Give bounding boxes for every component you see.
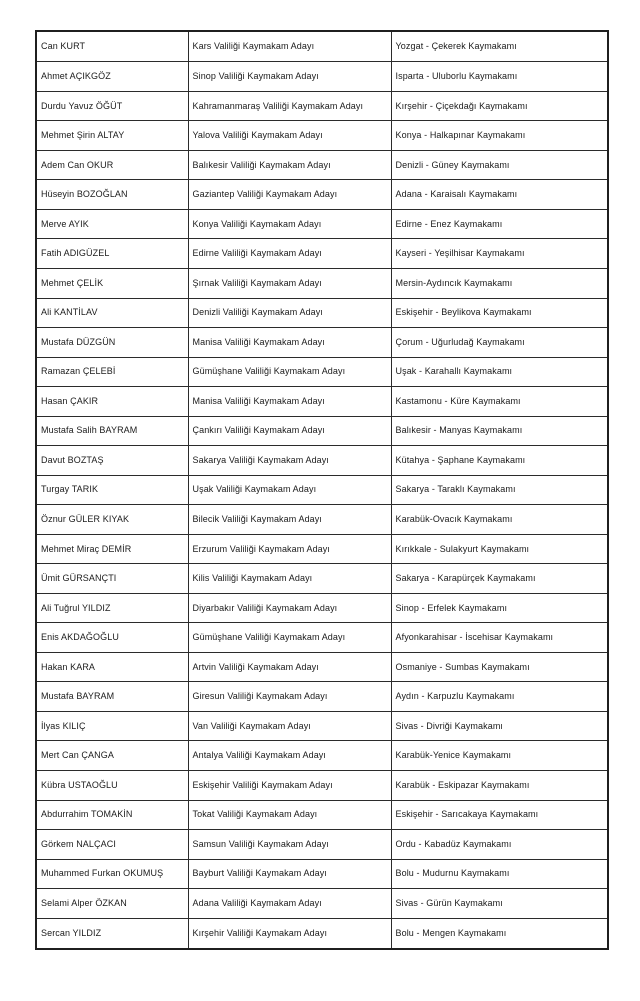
table-row	[36, 564, 608, 594]
current-position-cell: Bayburt Valiliği Kaymakam Adayı	[188, 859, 391, 889]
new-assignment-cell: Denizli - Güney Kaymakamı	[391, 150, 608, 180]
table-row	[36, 534, 608, 564]
candidate-name-cell: İlyas KILIÇ	[36, 711, 188, 741]
table-row	[36, 682, 608, 712]
candidate-name-cell: Sercan YILDIZ	[36, 918, 188, 949]
current-position-cell: Artvin Valiliği Kaymakam Adayı	[188, 652, 391, 682]
current-position-cell: Manisa Valiliği Kaymakam Adayı	[188, 328, 391, 358]
candidate-name-cell: Ali Tuğrul YILDIZ	[36, 593, 188, 623]
candidate-name-cell: Mehmet Şirin ALTAY	[36, 121, 188, 151]
table-row	[36, 475, 608, 505]
new-assignment-cell: Balıkesir - Manyas Kaymakamı	[391, 416, 608, 446]
candidate-name-cell: Mustafa DÜZGÜN	[36, 328, 188, 358]
current-position-cell: Eskişehir Valiliği Kaymakam Adayı	[188, 771, 391, 801]
current-position-cell: Kırşehir Valiliği Kaymakam Adayı	[188, 918, 391, 949]
table-row	[36, 239, 608, 269]
new-assignment-cell: Yozgat - Çekerek Kaymakamı	[391, 31, 608, 62]
table-row	[36, 62, 608, 92]
candidate-name-cell: Fatih ADIGÜZEL	[36, 239, 188, 269]
new-assignment-cell: Çorum - Uğurludağ Kaymakamı	[391, 328, 608, 358]
current-position-cell: Gümüşhane Valiliği Kaymakam Adayı	[188, 357, 391, 387]
candidate-name-cell: Mustafa BAYRAM	[36, 682, 188, 712]
candidate-name-cell: Merve AYIK	[36, 209, 188, 239]
table-row	[36, 180, 608, 210]
current-position-cell: Diyarbakır Valiliği Kaymakam Adayı	[188, 593, 391, 623]
new-assignment-cell: Kütahya - Şaphane Kaymakamı	[391, 446, 608, 476]
current-position-cell: Yalova Valiliği Kaymakam Adayı	[188, 121, 391, 151]
current-position-cell: Antalya Valiliği Kaymakam Adayı	[188, 741, 391, 771]
new-assignment-cell: Sivas - Divriği Kaymakamı	[391, 711, 608, 741]
candidate-name-cell: Enis AKDAĞOĞLU	[36, 623, 188, 653]
new-assignment-cell: Kastamonu - Küre Kaymakamı	[391, 387, 608, 417]
new-assignment-cell: Ordu - Kabadüz Kaymakamı	[391, 830, 608, 860]
table-row	[36, 150, 608, 180]
candidate-name-cell: Mehmet ÇELİK	[36, 268, 188, 298]
current-position-cell: Tokat Valiliği Kaymakam Adayı	[188, 800, 391, 830]
appointments-table	[35, 30, 607, 950]
new-assignment-cell: Eskişehir - Beylikova Kaymakamı	[391, 298, 608, 328]
candidate-name-cell: Selami Alper ÖZKAN	[36, 889, 188, 919]
table-row	[36, 711, 608, 741]
new-assignment-cell: Kırıkkale - Sulakyurt Kaymakamı	[391, 534, 608, 564]
new-assignment-cell: Sakarya - Karapürçek Kaymakamı	[391, 564, 608, 594]
current-position-cell: Şırnak Valiliği Kaymakam Adayı	[188, 268, 391, 298]
candidate-name-cell: Ahmet AÇIKGÖZ	[36, 62, 188, 92]
current-position-cell: Gümüşhane Valiliği Kaymakam Adayı	[188, 623, 391, 653]
current-position-cell: Gaziantep Valiliği Kaymakam Adayı	[188, 180, 391, 210]
new-assignment-cell: Bolu - Mudurnu Kaymakamı	[391, 859, 608, 889]
table-row	[36, 918, 608, 949]
candidate-name-cell: Hasan ÇAKIR	[36, 387, 188, 417]
current-position-cell: Kars Valiliği Kaymakam Adayı	[188, 31, 391, 62]
current-position-cell: Sinop Valiliği Kaymakam Adayı	[188, 62, 391, 92]
candidate-name-cell: Ali KANTİLAV	[36, 298, 188, 328]
new-assignment-cell: Kırşehir - Çiçekdağı Kaymakamı	[391, 91, 608, 121]
candidate-name-cell: Muhammed Furkan OKUMUŞ	[36, 859, 188, 889]
candidate-name-cell: Ümit GÜRSANÇTI	[36, 564, 188, 594]
candidate-name-cell: Abdurrahim TOMAKİN	[36, 800, 188, 830]
new-assignment-cell: Osmaniye - Sumbas Kaymakamı	[391, 652, 608, 682]
table-row	[36, 446, 608, 476]
new-assignment-cell: Aydın - Karpuzlu Kaymakamı	[391, 682, 608, 712]
current-position-cell: Kilis Valiliği Kaymakam Adayı	[188, 564, 391, 594]
new-assignment-cell: Sakarya - Taraklı Kaymakamı	[391, 475, 608, 505]
table-row	[36, 416, 608, 446]
candidate-name-cell: Mustafa Salih BAYRAM	[36, 416, 188, 446]
current-position-cell: Uşak Valiliği Kaymakam Adayı	[188, 475, 391, 505]
new-assignment-cell: Kayseri - Yeşilhisar Kaymakamı	[391, 239, 608, 269]
table-row	[36, 593, 608, 623]
candidate-name-cell: Ramazan ÇELEBİ	[36, 357, 188, 387]
current-position-cell: Erzurum Valiliği Kaymakam Adayı	[188, 534, 391, 564]
table-row	[36, 209, 608, 239]
new-assignment-cell: Sinop - Erfelek Kaymakamı	[391, 593, 608, 623]
table-row	[36, 357, 608, 387]
candidate-name-cell: Davut BOZTAŞ	[36, 446, 188, 476]
current-position-cell: Konya Valiliği Kaymakam Adayı	[188, 209, 391, 239]
table-row	[36, 800, 608, 830]
table-row	[36, 830, 608, 860]
table-row	[36, 505, 608, 535]
candidate-name-cell: Durdu Yavuz ÖĞÜT	[36, 91, 188, 121]
current-position-cell: Adana Valiliği Kaymakam Adayı	[188, 889, 391, 919]
current-position-cell: Balıkesir Valiliği Kaymakam Adayı	[188, 150, 391, 180]
candidate-name-cell: Can KURT	[36, 31, 188, 62]
table-row	[36, 328, 608, 358]
new-assignment-cell: Edirne - Enez Kaymakamı	[391, 209, 608, 239]
current-position-cell: Çankırı Valiliği Kaymakam Adayı	[188, 416, 391, 446]
table-row	[36, 859, 608, 889]
new-assignment-cell: Eskişehir - Sarıcakaya Kaymakamı	[391, 800, 608, 830]
new-assignment-cell: Karabük-Ovacık Kaymakamı	[391, 505, 608, 535]
current-position-cell: Edirne Valiliği Kaymakam Adayı	[188, 239, 391, 269]
current-position-cell: Denizli Valiliği Kaymakam Adayı	[188, 298, 391, 328]
new-assignment-cell: Adana - Karaisalı Kaymakamı	[391, 180, 608, 210]
new-assignment-cell: Isparta - Uluborlu Kaymakamı	[391, 62, 608, 92]
table-row	[36, 268, 608, 298]
new-assignment-cell: Konya - Halkapınar Kaymakamı	[391, 121, 608, 151]
new-assignment-cell: Afyonkarahisar - İscehisar Kaymakamı	[391, 623, 608, 653]
current-position-cell: Samsun Valiliği Kaymakam Adayı	[188, 830, 391, 860]
candidate-name-cell: Görkem NALÇACI	[36, 830, 188, 860]
current-position-cell: Giresun Valiliği Kaymakam Adayı	[188, 682, 391, 712]
candidate-name-cell: Adem Can OKUR	[36, 150, 188, 180]
current-position-cell: Bilecik Valiliği Kaymakam Adayı	[188, 505, 391, 535]
appointments-table-body	[36, 31, 608, 949]
new-assignment-cell: Mersin-Aydıncık Kaymakamı	[391, 268, 608, 298]
candidate-name-cell: Mehmet Miraç DEMİR	[36, 534, 188, 564]
table-row	[36, 91, 608, 121]
candidate-name-cell: Kübra USTAOĞLU	[36, 771, 188, 801]
table-row	[36, 121, 608, 151]
candidate-name-cell: Turgay TARIK	[36, 475, 188, 505]
candidate-name-cell: Mert Can ÇANGA	[36, 741, 188, 771]
new-assignment-cell: Sivas - Gürün Kaymakamı	[391, 889, 608, 919]
table-row	[36, 771, 608, 801]
new-assignment-cell: Karabük-Yenice Kaymakamı	[391, 741, 608, 771]
table-row	[36, 652, 608, 682]
table-row	[36, 31, 608, 62]
current-position-cell: Sakarya Valiliği Kaymakam Adayı	[188, 446, 391, 476]
table-row	[36, 741, 608, 771]
table-row	[36, 889, 608, 919]
appointments-table-grid	[35, 30, 609, 950]
current-position-cell: Kahramanmaraş Valiliği Kaymakam Adayı	[188, 91, 391, 121]
table-row	[36, 623, 608, 653]
current-position-cell: Van Valiliği Kaymakam Adayı	[188, 711, 391, 741]
table-row	[36, 387, 608, 417]
new-assignment-cell: Karabük - Eskipazar Kaymakamı	[391, 771, 608, 801]
candidate-name-cell: Hakan KARA	[36, 652, 188, 682]
new-assignment-cell: Uşak - Karahallı Kaymakamı	[391, 357, 608, 387]
candidate-name-cell: Hüseyin BOZOĞLAN	[36, 180, 188, 210]
new-assignment-cell: Bolu - Mengen Kaymakamı	[391, 918, 608, 949]
table-row	[36, 298, 608, 328]
candidate-name-cell: Öznur GÜLER KIYAK	[36, 505, 188, 535]
current-position-cell: Manisa Valiliği Kaymakam Adayı	[188, 387, 391, 417]
